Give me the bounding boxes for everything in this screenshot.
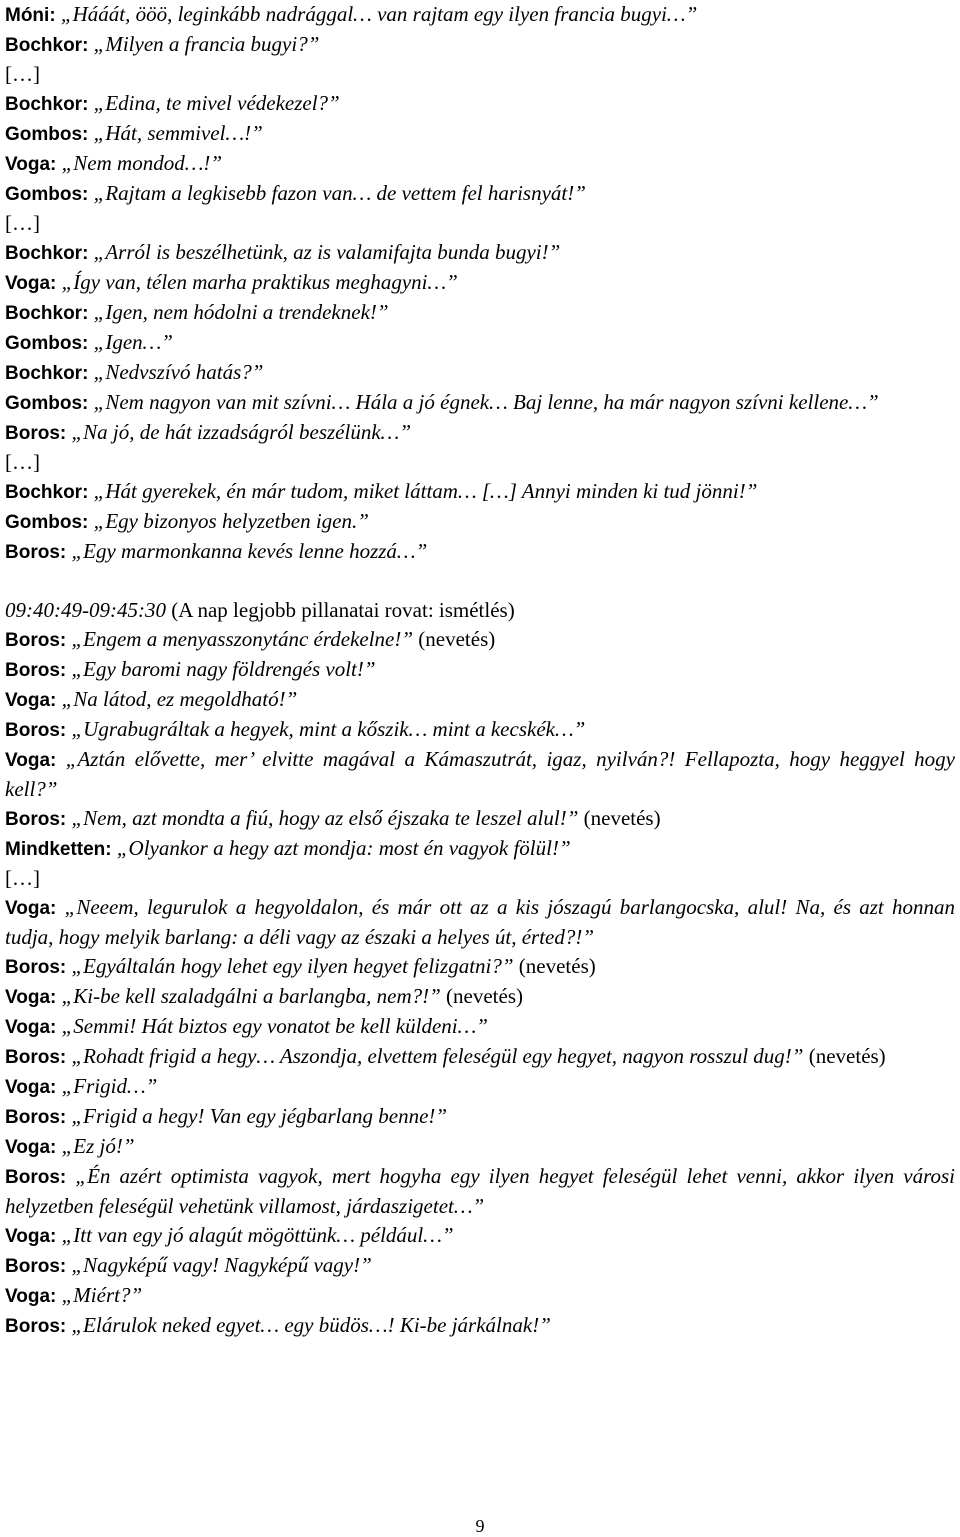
stage-note: (nevetés) <box>803 1044 886 1068</box>
speaker-name: Voga: <box>5 1017 57 1038</box>
speaker-name: Voga: <box>5 273 57 294</box>
speaker-name: Voga: <box>5 1226 57 1247</box>
speaker-name: Boros: <box>5 423 67 444</box>
speaker-name: Boros: <box>5 1167 67 1188</box>
quote-text: „Nem mondod…!” <box>61 151 223 175</box>
quote-text: „Hááát, ööö, leginkább nadrággal… van rajtam egy ilyen francia bugyi…” <box>60 2 698 26</box>
transcript-line <box>5 1281 955 1311</box>
quote-text: „Igen, nem hódolni a trendeknek!” <box>93 300 389 324</box>
speaker-name: Gombos: <box>5 124 89 145</box>
transcript-line <box>5 1102 955 1132</box>
speaker-name: Voga: <box>5 898 57 919</box>
quote-text: „Én azért optimista vagyok, mert hogyha egy ilyen hegyet feleségül lehet venni, akkor ilyen városi helyzetben feleségül vehetünk villamost, járdaszigetet…” <box>5 1164 955 1218</box>
speaker-name: Bochkor: <box>5 303 89 324</box>
transcript-line <box>5 268 955 298</box>
quote-text: „Hát, semmivel…!” <box>93 121 263 145</box>
quote-text: „Frigid…” <box>61 1074 158 1098</box>
transcript-line <box>5 745 955 804</box>
quote-text: „Ez jó!” <box>61 1134 135 1158</box>
transcript-line <box>5 60 955 89</box>
transcript-line <box>5 418 955 448</box>
transcript-line <box>5 1162 955 1221</box>
section-title: (A nap legjobb pillanatai rovat: ismétlés) <box>165 598 515 622</box>
quote-text: „Egyáltalán hogy lehet egy ilyen hegyet felizgatni?” <box>71 954 514 978</box>
transcript-line <box>5 238 955 268</box>
speaker-name: Voga: <box>5 690 57 711</box>
transcript-line <box>5 89 955 119</box>
transcript-line <box>5 1311 955 1341</box>
transcript-line <box>5 625 955 655</box>
quote-text: „Igen…” <box>93 330 173 354</box>
quote-text: „Semmi! Hát biztos egy vonatot be kell küldeni…” <box>61 1014 488 1038</box>
omission-mark: […] <box>5 450 40 474</box>
transcript-line <box>5 537 955 567</box>
quote-text: „Nem nagyon van mit szívni… Hála a jó égnek… Baj lenne, ha már nagyon szívni kellene…” <box>93 390 879 414</box>
speaker-name: Boros: <box>5 660 67 681</box>
transcript-line <box>5 298 955 328</box>
speaker-name: Bochkor: <box>5 243 89 264</box>
quote-text: „Itt van egy jó alagút mögöttünk… például…” <box>61 1223 454 1247</box>
transcript-line <box>5 0 955 30</box>
speaker-name: Voga: <box>5 987 57 1008</box>
stage-note: (nevetés) <box>513 954 596 978</box>
transcript-line <box>5 388 955 418</box>
timecode: 09:40:49-09:45:30 <box>5 598 166 622</box>
transcript <box>5 0 955 1341</box>
page-number: 9 <box>475 1516 485 1536</box>
quote-text: „Egy marmonkanna kevés lenne hozzá…” <box>71 539 428 563</box>
transcript-line <box>5 685 955 715</box>
quote-text: „Olyankor a hegy azt mondja: most én vagyok fölül!” <box>116 836 571 860</box>
quote-text: „Aztán elővette, mer’ elvitte magával a Kámaszutrát, igaz, nyilván?! Fellapozta, hogy heggyel hogy kell?” <box>5 747 955 801</box>
transcript-line <box>5 864 955 893</box>
speaker-name: Voga: <box>5 1077 57 1098</box>
speaker-name: Gombos: <box>5 184 89 205</box>
stage-note: (nevetés) <box>440 984 524 1008</box>
transcript-line <box>5 477 955 507</box>
transcript-line <box>5 358 955 388</box>
transcript-line <box>5 834 955 864</box>
quote-text: „Rohadt frigid a hegy… Aszondja, elvettem feleségül egy hegyet, nagyon rosszul dug!” <box>71 1044 804 1068</box>
quote-text: „Edina, te mivel védekezel?” <box>93 91 340 115</box>
transcript-line <box>5 1012 955 1042</box>
speaker-name: Boros: <box>5 542 67 563</box>
speaker-name: Gombos: <box>5 393 89 414</box>
quote-text: „Így van, télen marha praktikus meghagyni…” <box>61 270 458 294</box>
transcript-line <box>5 149 955 179</box>
quote-text: „Frigid a hegy! Van egy jégbarlang benne!” <box>71 1104 448 1128</box>
quote-text: „Engem a menyasszonytánc érdekelne!” <box>71 627 414 651</box>
speaker-name: Boros: <box>5 1316 67 1337</box>
transcript-line <box>5 1132 955 1162</box>
transcript-line <box>5 804 955 834</box>
quote-text: „Na látod, ez megoldható!” <box>61 687 298 711</box>
quote-text: „Milyen a francia bugyi?” <box>93 32 320 56</box>
quote-text: „Nedvszívó hatás?” <box>93 360 264 384</box>
speaker-name: Boros: <box>5 1047 67 1068</box>
speaker-name: Voga: <box>5 154 57 175</box>
quote-text: „Egy bizonyos helyzetben igen.” <box>93 509 369 533</box>
speaker-name: Boros: <box>5 630 67 651</box>
transcript-line <box>5 596 955 625</box>
transcript-line <box>5 1221 955 1251</box>
speaker-name: Gombos: <box>5 512 89 533</box>
transcript-line <box>5 507 955 537</box>
quote-text: „Ki-be kell szaladgálni a barlangba, nem?!” <box>61 984 441 1008</box>
omission-mark: […] <box>5 211 40 235</box>
speaker-name: Mindketten: <box>5 839 112 860</box>
speaker-name: Gombos: <box>5 333 89 354</box>
quote-text: „Rajtam a legkisebb fazon van… de vettem fel harisnyát!” <box>93 181 586 205</box>
transcript-line <box>5 179 955 209</box>
transcript-line <box>5 1072 955 1102</box>
speaker-name: Boros: <box>5 1256 67 1277</box>
transcript-line <box>5 1042 955 1072</box>
spacer <box>5 567 955 596</box>
omission-mark: […] <box>5 62 40 86</box>
speaker-name: Boros: <box>5 809 67 830</box>
transcript-line <box>5 448 955 477</box>
speaker-name: Bochkor: <box>5 363 89 384</box>
transcript-line <box>5 1251 955 1281</box>
transcript-line <box>5 119 955 149</box>
quote-text: „Hát gyerekek, én már tudom, miket láttam… […] Annyi minden ki tud jönni!” <box>93 479 758 503</box>
transcript-line <box>5 952 955 982</box>
quote-text: „Na jó, de hát izzadságról beszélünk…” <box>71 420 412 444</box>
speaker-name: Voga: <box>5 750 57 771</box>
speaker-name: Boros: <box>5 957 67 978</box>
quote-text: „Ugrabugráltak a hegyek, mint a kőszik… mint a kecskék…” <box>71 717 586 741</box>
transcript-line <box>5 30 955 60</box>
speaker-name: Móni: <box>5 5 56 26</box>
transcript-line <box>5 655 955 685</box>
speaker-name: Bochkor: <box>5 94 89 115</box>
quote-text: „Nem, azt mondta a fiú, hogy az első éjszaka te leszel alul!” <box>71 806 579 830</box>
quote-text: „Arról is beszélhetünk, az is valamifajta bunda bugyi!” <box>93 240 561 264</box>
transcript-line <box>5 715 955 745</box>
stage-note: (nevetés) <box>413 627 496 651</box>
quote-text: „Egy baromi nagy földrengés volt!” <box>71 657 376 681</box>
speaker-name: Boros: <box>5 1107 67 1128</box>
quote-text: „Elárulok neked egyet… egy büdös…! Ki-be járkálnak!” <box>71 1313 551 1337</box>
speaker-name: Boros: <box>5 720 67 741</box>
quote-text: „Miért?” <box>61 1283 143 1307</box>
speaker-name: Voga: <box>5 1137 57 1158</box>
transcript-line <box>5 982 955 1012</box>
transcript-line <box>5 893 955 952</box>
transcript-line <box>5 328 955 358</box>
quote-text: „Nagyképű vagy! Nagyképű vagy!” <box>71 1253 372 1277</box>
omission-mark: […] <box>5 866 40 890</box>
transcript-line <box>5 209 955 238</box>
quote-text: „Neeem, legurulok a hegyoldalon, és már ott az a kis jószagú barlangocska, alul! Na, és azt honnan tudja, hogy melyik barlang: a déli vagy az északi a helyes út, érted?!” <box>5 895 956 949</box>
speaker-name: Voga: <box>5 1286 57 1307</box>
speaker-name: Bochkor: <box>5 35 89 56</box>
stage-note: (nevetés) <box>578 806 661 830</box>
speaker-name: Bochkor: <box>5 482 89 503</box>
